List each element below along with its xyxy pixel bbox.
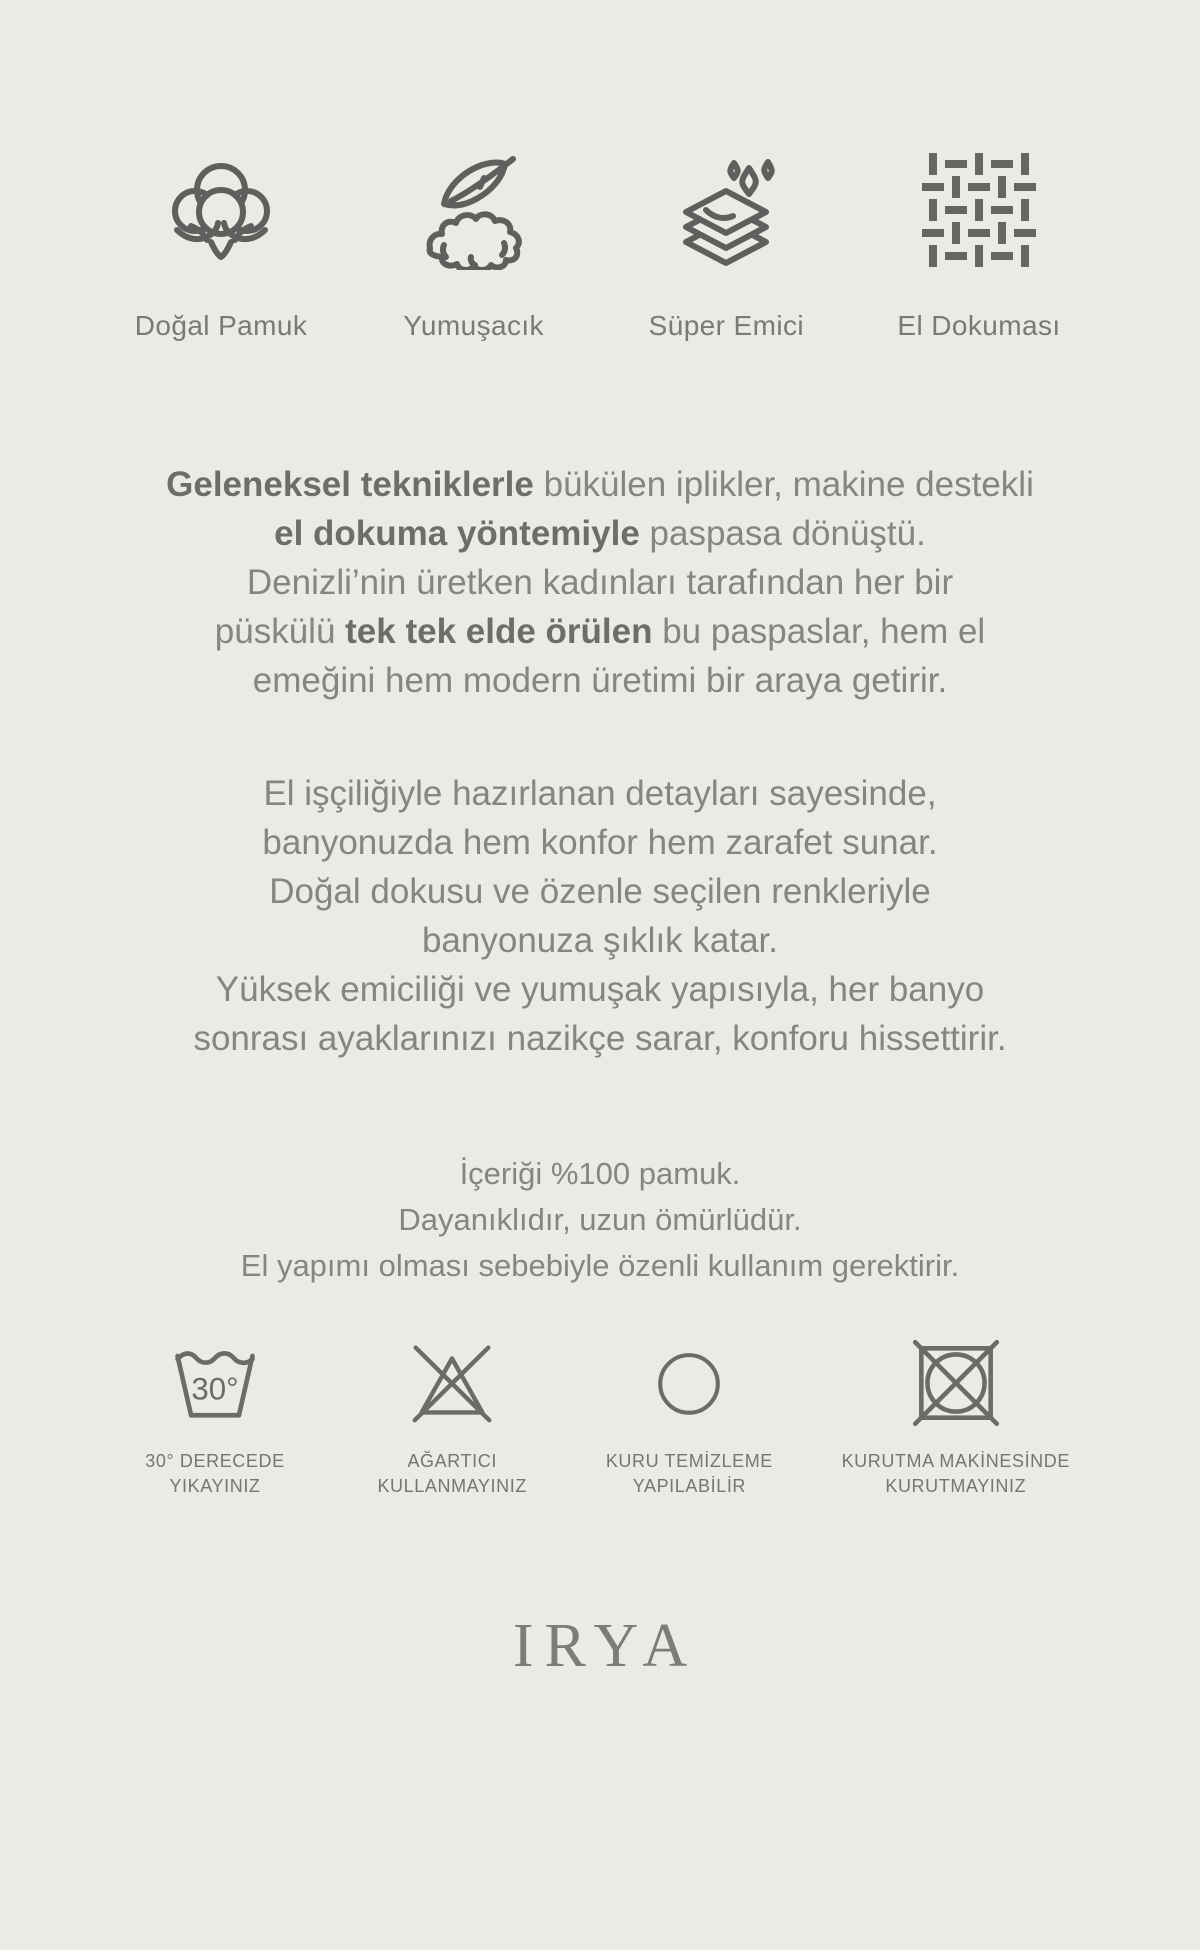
text-line: banyonuza şıklık katar. (421, 921, 779, 960)
feature-item-soft (348, 150, 600, 342)
care-item-no-bleach (367, 1331, 537, 1499)
comfort-paragraph (0, 769, 1200, 1063)
wash-30-icon (159, 1331, 271, 1435)
feature-label: Yumuşacık (403, 310, 544, 341)
care-item-dry-clean (604, 1331, 774, 1499)
svg-text:30°: 30° (191, 1371, 239, 1407)
text-line: Denizli’nin üretken kadınları tarafından her bir (246, 563, 954, 602)
weave-icon (919, 150, 1039, 270)
brand-logo: IRYA (512, 1612, 699, 1680)
no-bleach-icon (403, 1331, 501, 1435)
text-line: emeğini hem modern üretimi bir araya getirir. (252, 661, 948, 700)
feature-list (95, 150, 1105, 342)
product-infographic (0, 150, 1200, 1950)
care-instructions (130, 1331, 1070, 1499)
intro-paragraph (0, 460, 1200, 705)
care-item-wash-30 (130, 1331, 300, 1499)
text-line: El yapımı olması sebebiyle özenli kullanım gerektirir. (240, 1248, 960, 1283)
feature-label: Doğal Pamuk (134, 310, 308, 341)
text-line: İçeriği %100 pamuk. (459, 1156, 741, 1191)
dry-clean-icon (644, 1331, 734, 1435)
care-label: AĞARTICI KULLANMAYINIZ (377, 1451, 527, 1496)
content-info-paragraph (0, 1151, 1200, 1289)
text-line: El işçiliğiyle hazırlanan detayları sayesinde, (263, 774, 937, 813)
no-tumble-dry-icon (905, 1331, 1007, 1435)
feature-label: Süper Emici (648, 310, 804, 341)
absorbent-icon (666, 150, 786, 270)
text-line: Yüksek emiciliği ve yumuşak yapısıyla, her banyo (215, 970, 985, 1009)
feather-icon (414, 150, 534, 270)
text-line: Geleneksel tekniklerle bükülen iplikler, makine destekli (166, 465, 1034, 504)
care-label: KURU TEMİZLEME YAPILABİLİR (605, 1451, 773, 1496)
care-label: 30° DERECEDE YIKAYINIZ (145, 1451, 285, 1496)
feature-item-cotton (95, 150, 347, 342)
feature-label: El Dokuması (897, 310, 1061, 341)
text-line: el dokuma yöntemiyle paspasa dönüştü. (274, 514, 926, 553)
feature-item-handwoven (853, 150, 1105, 342)
text-line: banyonuzda hem konfor hem zarafet sunar. (262, 823, 938, 862)
text-line: püskülü tek tek elde örülen bu paspaslar, hem el (214, 612, 986, 651)
care-label: KURUTMA MAKİNESİNDE KURUTMAYINIZ (841, 1451, 1070, 1496)
cotton-icon (161, 150, 281, 270)
feature-item-absorbent (600, 150, 852, 342)
text-line: Dayanıklıdır, uzun ömürlüdür. (398, 1202, 802, 1237)
text-line: Doğal dokusu ve özenle seçilen renkleriyle (269, 872, 931, 911)
text-line: sonrası ayaklarınızı nazikçe sarar, konforu hissettirir. (193, 1019, 1007, 1058)
care-item-no-tumble-dry (842, 1331, 1070, 1499)
